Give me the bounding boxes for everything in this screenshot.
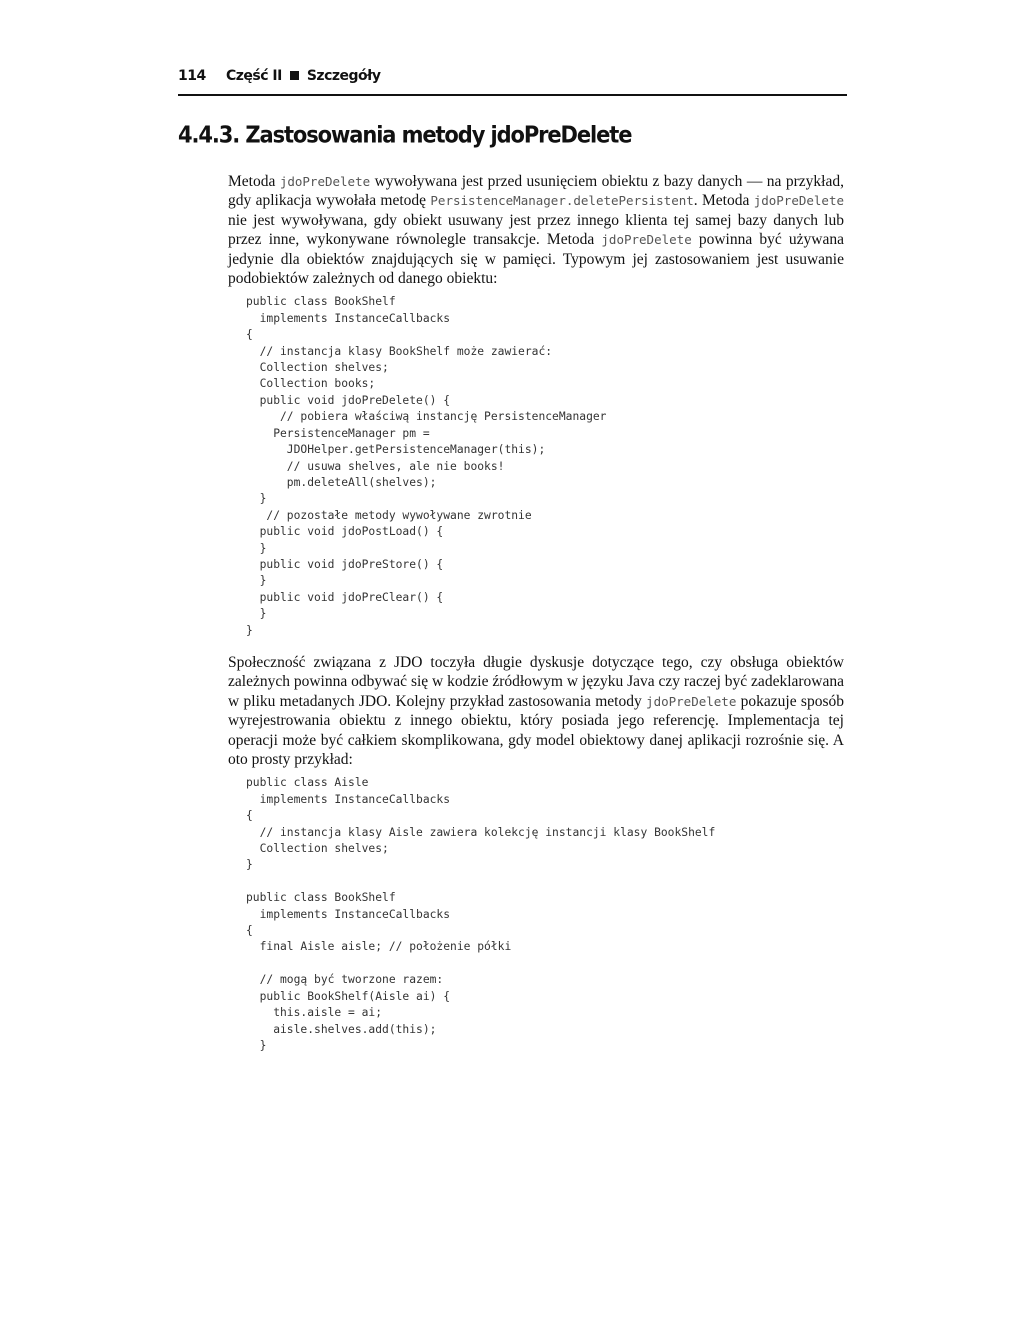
text-run: Społeczność związana z JDO toczyła długie dyskusje dotyczące tego, czy obsługa obiektów zależnych powinna odbywać się w kodzie źródłowym w języku Java czy raczej być zadeklarowana w pliku metadanych JDO. Kolejny przykład zastosowania metody [228, 653, 844, 710]
paragraph-1 [228, 172, 844, 288]
code-line: implements InstanceCallbacks [246, 907, 451, 921]
code-line: // pozostałe metody wywoływane zwrotnie [246, 508, 532, 522]
running-header [178, 68, 847, 96]
text-run: Metoda [228, 173, 280, 190]
code-line: // pobiera właściwą instancję PersistenceManager [246, 410, 607, 424]
code-line: final Aisle aisle; // położenie półki [246, 940, 512, 954]
code-line: // mogą być tworzone razem: [246, 973, 444, 987]
inline-code: jdoPreDelete [601, 232, 692, 248]
code-line: aisle.shelves.add(this); [246, 1022, 437, 1036]
code-line: // instancja klasy BookShelf może zawierać: [246, 344, 553, 358]
code-listing-aisle [246, 775, 844, 1054]
code-line: { [246, 328, 253, 342]
code-line [246, 874, 844, 890]
code-line: } [246, 492, 267, 506]
code-line: Collection books; [246, 377, 376, 391]
code-line [246, 956, 844, 972]
paragraph-2 [228, 653, 844, 769]
code-line: implements InstanceCallbacks [246, 792, 451, 806]
code-listing-bookshelf [246, 294, 844, 639]
code-line: public void jdoPostLoad() { [246, 525, 444, 539]
code-line: public class BookShelf [246, 891, 396, 905]
text-run: . Metoda [693, 192, 754, 210]
code-line: { [246, 924, 253, 938]
square-bullet-icon [290, 71, 299, 80]
code-line: Collection shelves; [246, 842, 389, 856]
text-run: wywoływana jest przed usunięciem obiektu z bazy danych — na przykład, gdy aplikacja wywołała metodę [228, 173, 844, 210]
inline-code: jdoPreDelete [646, 693, 737, 709]
code-line: this.aisle = ai; [246, 1006, 383, 1020]
code-line: } [246, 574, 267, 588]
code-line: // instancja klasy Aisle zawiera kolekcję instancji klasy BookShelf [246, 825, 716, 839]
text-run: pokazuje sposób wyrejestrowania obiektu z innego obiektu, który posiada jego referencję. Implementacja tej operacji może być całkiem skomplikowana, gdy model obiektowy danej aplikacji rozrośnie się. A oto prosty przykład: [228, 692, 844, 768]
code-line: // usuwa shelves, ale nie books! [246, 459, 505, 473]
code-line: } [246, 623, 253, 637]
section-title: 4.4.3. Zastosowania metody jdoPreDelete [178, 122, 632, 148]
code-line: } [246, 1038, 267, 1052]
code-line: public BookShelf(Aisle ai) { [246, 989, 451, 1003]
code-line: Collection shelves; [246, 361, 389, 375]
code-line: { [246, 809, 253, 823]
code-line: pm.deleteAll(shelves); [246, 475, 437, 489]
inline-code: jdoPreDelete [279, 174, 371, 189]
code-line: PersistenceManager pm = [246, 426, 430, 440]
inline-code: PersistenceManager.deletePersistent [430, 193, 694, 209]
header-part: Część II [226, 68, 282, 84]
code-line: implements InstanceCallbacks [246, 311, 451, 325]
code-line: } [246, 858, 253, 872]
code-line: public class BookShelf [246, 295, 396, 309]
page-content [228, 172, 844, 1068]
code-line: } [246, 541, 267, 555]
code-line: public class Aisle [246, 776, 369, 790]
text-run: powinna być używana jedynie dla obiektów znajdujących się w pamięci. Typowym jej zastosowaniem jest usuwanie podobiektów zależnych od danego obiektu: [228, 231, 844, 288]
page-number: 114 [178, 68, 206, 84]
code-line: JDOHelper.getPersistenceManager(this); [246, 443, 546, 457]
code-line: public void jdoPreStore() { [246, 557, 444, 571]
code-line: public void jdoPreClear() { [246, 590, 444, 604]
code-line: public void jdoPreDelete() { [246, 393, 451, 407]
header-chapter: Szczegóły [306, 68, 381, 84]
inline-code: jdoPreDelete [753, 193, 844, 209]
text-run: nie jest wywoływana, gdy obiekt usuwany jest przez innego klienta tej samej bazy danych lub przez inne, wykonywane równolegle transakcje. Metoda [228, 211, 844, 249]
code-line: } [246, 607, 267, 621]
